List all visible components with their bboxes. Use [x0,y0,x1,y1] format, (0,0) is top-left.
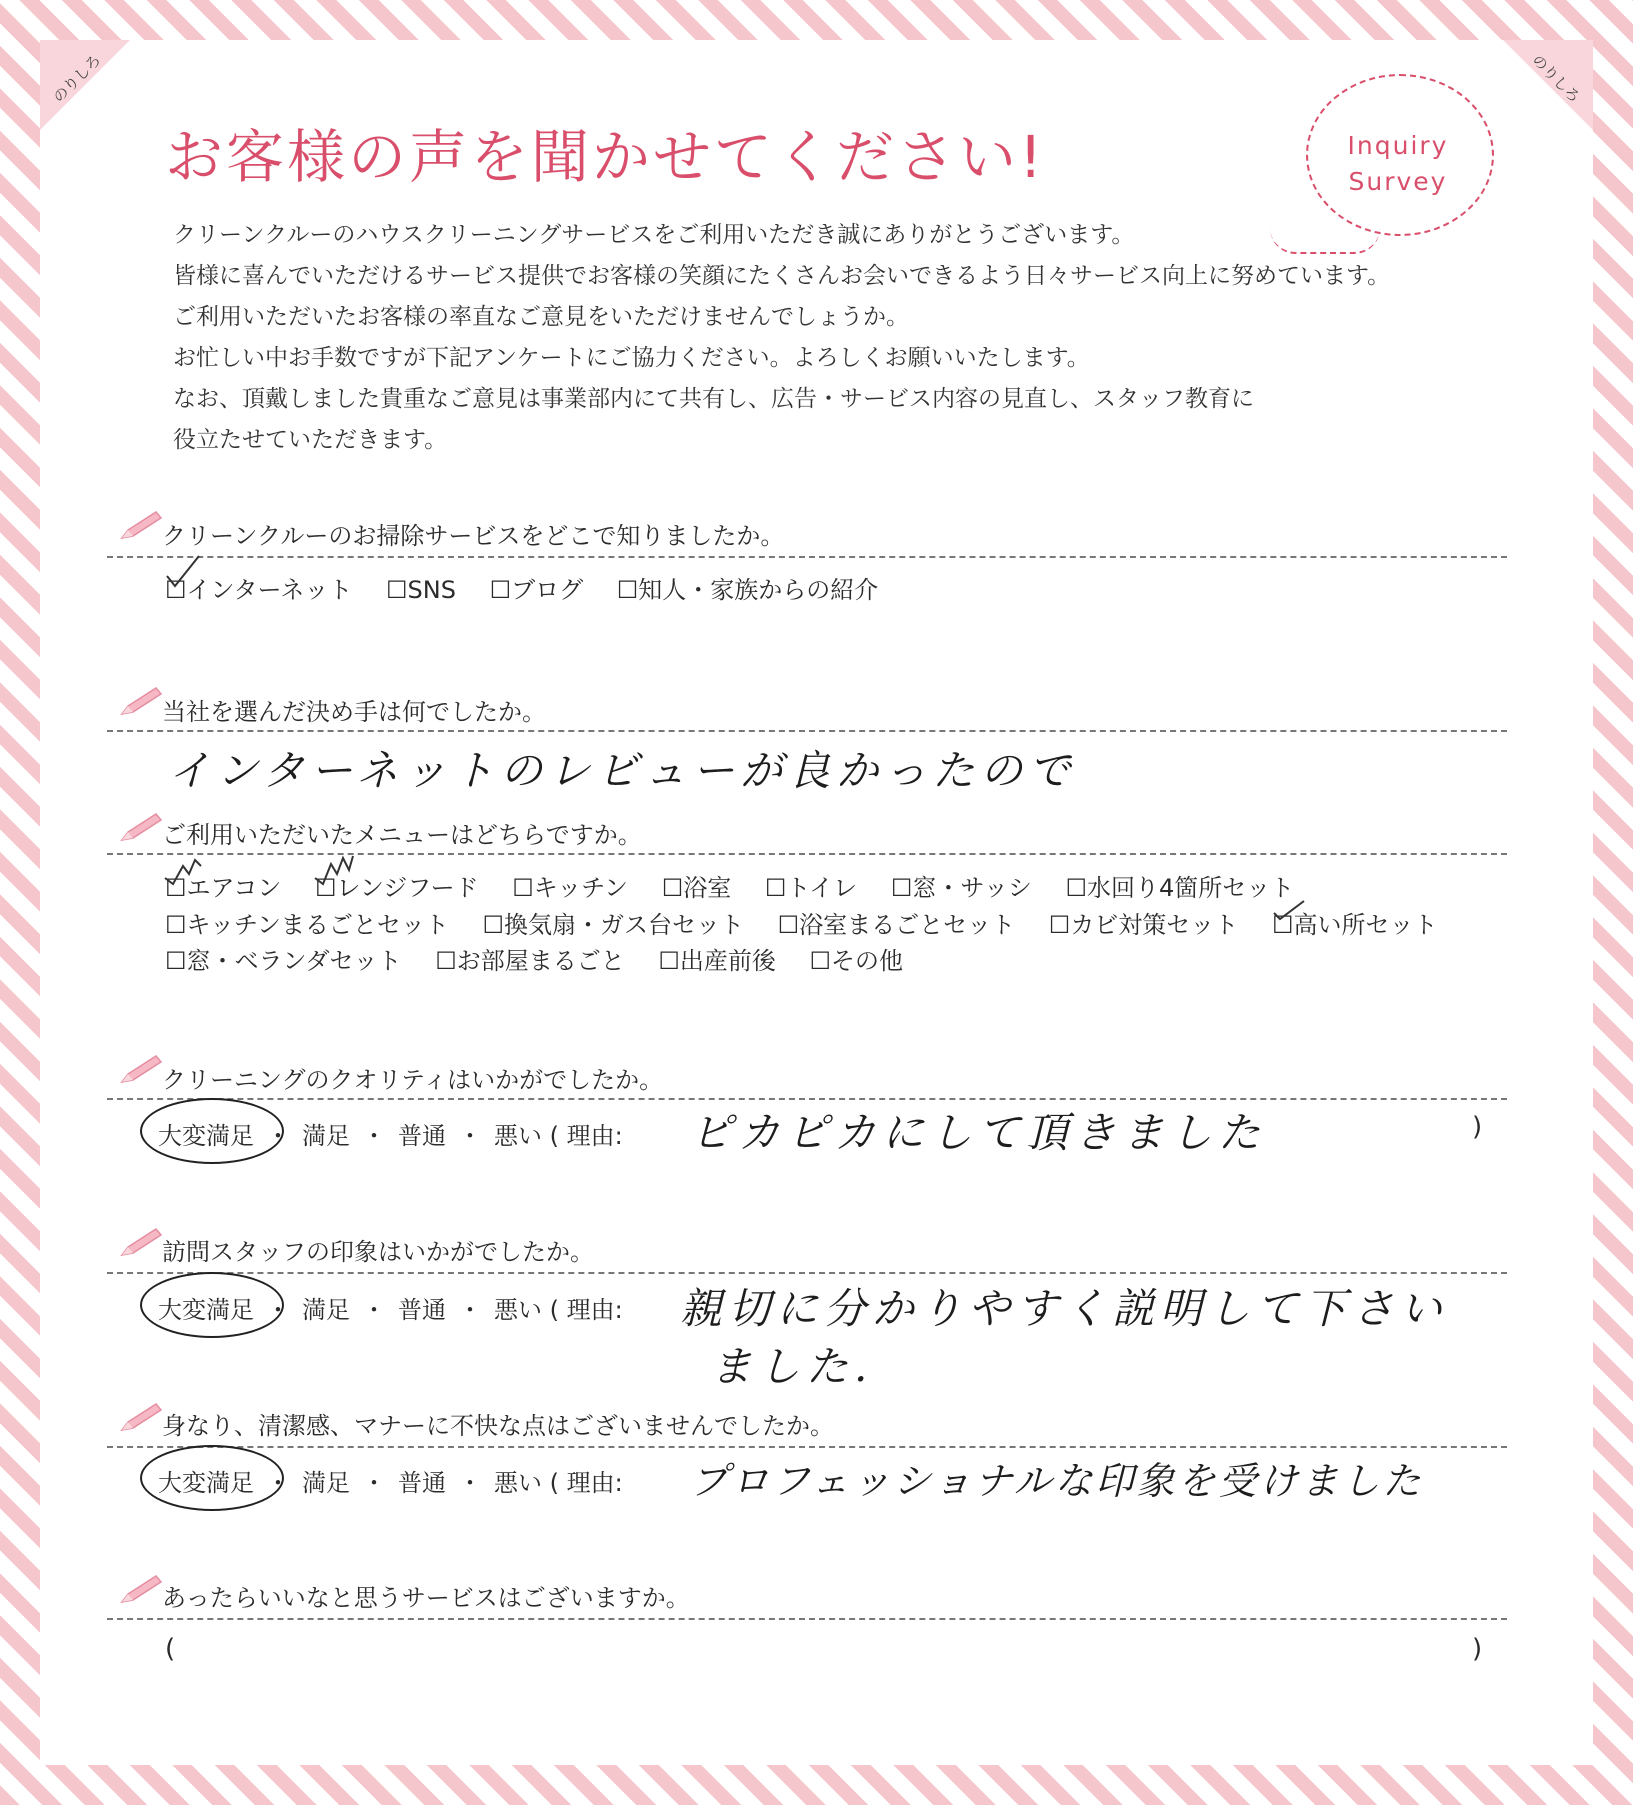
rating-satisfied[interactable]: 満足 [302,1469,350,1497]
option-internet[interactable] [165,570,352,605]
separator: ・ [266,1122,290,1150]
handwritten-answer-2: インターネットのレビューが良かったので [168,746,1077,795]
q1-options [165,570,904,605]
rating-bad[interactable]: 悪い [494,1296,542,1324]
separator: ・ [458,1296,482,1324]
pencil-icon [118,1225,164,1259]
option-sns[interactable] [386,576,456,604]
pencil-icon [118,1572,164,1606]
option-label: キッチンまるごとセット [186,911,449,939]
rating-normal[interactable]: 普通 [398,1122,446,1150]
reason-label: ( 理由: [549,1296,623,1324]
checkbox-icon: ☐ [512,874,534,902]
question-1: クリーンクルーのお掃除サービスをどこで知りましたか。 [162,522,785,550]
separator: ・ [266,1296,290,1324]
checkbox-icon: ☐ [489,576,512,604]
separator: ・ [458,1469,482,1497]
checkbox-icon: ☐ [1048,911,1071,939]
survey-badge [1306,128,1490,200]
option-referral[interactable] [617,570,879,605]
question-5: 訪問スタッフの印象はいかがでしたか。 [162,1238,594,1266]
option-label: レンジフード [336,874,479,902]
pencil-icon [118,684,164,718]
rating-label: 大変満足 [158,1469,254,1497]
option-label: お部屋まるごと [456,947,625,975]
checkbox-icon: ☐ [165,874,187,902]
option-aircon[interactable] [165,868,281,903]
option-label: 高い所セット [1293,911,1438,939]
option-label: 窓・サッシ [912,874,1032,902]
selection-circle [140,1445,284,1511]
checkbox-icon: ☐ [658,947,680,975]
option-kitchen[interactable] [512,868,628,903]
option-label: ブログ [511,576,584,604]
selection-circle [140,1098,284,1164]
option-water-4-set[interactable] [1066,868,1295,903]
checkbox-icon: ☐ [482,911,504,939]
option-label: その他 [831,947,904,975]
rating-normal[interactable]: 普通 [398,1469,446,1497]
checkbox-icon: ☐ [314,874,337,902]
rating-row-5 [158,1290,623,1325]
option-label: 水回り4箇所セット [1087,874,1295,902]
check-mark-icon [1268,889,1312,927]
option-label: インターネット [186,576,353,604]
option-childbirth[interactable] [658,941,776,976]
question-4: クリーニングのクオリティはいかがでしたか。 [162,1066,664,1094]
intro-line: 役立たせていただきます。 [173,427,448,453]
option-label: 浴室まるごとセット [799,911,1016,939]
selection-circle [140,1272,284,1338]
option-label: カビ対策セット [1070,911,1239,939]
intro-line: 皆様に喜んでいただけるサービス提供でお客様の笑顔にたくさんお会いできるよう日々サービス向上に努めています。 [173,263,1391,289]
checkbox-icon: ☐ [1271,911,1294,939]
separator: ・ [458,1122,482,1150]
rating-bad[interactable]: 悪い [494,1469,542,1497]
intro-line: クリーンクルーのハウスクリーニングサービスをご利用いただき誠にありがとうございます。 [173,222,1135,248]
handwritten-answer-4: ピカピカにして頂きました [690,1108,1267,1157]
question-6: 身なり、清潔感、マナーに不快な点はございませんでしたか。 [162,1412,834,1440]
divider [107,556,1507,558]
option-label: 出産前後 [679,947,776,975]
reason-label: ( 理由: [549,1469,623,1497]
intro-line: お忙しい中お手数ですが下記アンケートにご協力ください。よろしくお願いいたします。 [173,345,1090,371]
checkbox-icon: ☐ [809,947,832,975]
question-2: 当社を選んだ決め手は何でしたか。 [162,698,546,726]
corner-label-right: のりしろ [1528,50,1584,107]
check-mark-icon [161,554,205,592]
rating-label: 大変満足 [158,1122,254,1150]
paren-open: ( [165,1634,176,1664]
option-label: 換気扇・ガス台セット [504,911,744,939]
paren-close[interactable]: ) [1472,1634,1483,1664]
pencil-icon [118,508,164,542]
badge-line-1: Inquiry [1347,131,1449,160]
paren-close: ) [1472,1112,1483,1142]
rating-satisfied[interactable]: 満足 [302,1122,350,1150]
page-title: お客様の声を聞かせてください! [165,123,1046,191]
rating-very-satisfied[interactable] [158,1290,254,1325]
option-high-place-set[interactable] [1272,905,1438,940]
menu-row-2 [165,905,1463,940]
intro-line: ご利用いただいたお客様の率直なご意見をいただけませんでしょうか。 [173,304,909,330]
separator: ・ [362,1469,386,1497]
handwritten-answer-6: プロフェッショナルな印象を受けました [690,1459,1424,1503]
checkbox-icon: ☐ [165,947,187,975]
pencil-icon [118,1052,164,1086]
divider [107,1272,1507,1274]
option-label: 窓・ベランダセット [186,947,402,975]
rating-row-4 [158,1116,623,1151]
checkbox-icon: ☐ [616,576,639,604]
reason-label: ( 理由: [549,1122,623,1150]
checkbox-icon: ☐ [386,576,408,604]
divider [107,1446,1507,1448]
handwritten-answer-5-line-1: 親切に分かりやすく説明して下さい [680,1284,1449,1333]
divider [107,730,1507,732]
menu-row-3 [165,941,929,976]
separator: ・ [362,1296,386,1324]
option-label: 浴室 [683,874,732,902]
check-mark-icon [311,852,355,890]
rating-normal[interactable]: 普通 [398,1296,446,1324]
checkbox-icon: ☐ [890,874,913,902]
rating-bad[interactable]: 悪い [494,1122,542,1150]
checkbox-icon: ☐ [777,911,800,939]
rating-satisfied[interactable]: 満足 [302,1296,350,1324]
pencil-icon [118,1400,164,1434]
separator: ・ [266,1469,290,1497]
option-label: キッチン [533,874,629,902]
handwritten-answer-5-line-2: ました. [710,1342,874,1391]
corner-label-left: のりしろ [49,50,105,107]
pencil-icon [118,810,164,844]
separator: ・ [362,1122,386,1150]
option-window-veranda-set[interactable] [165,941,402,976]
checkbox-icon: ☐ [764,874,787,902]
divider [107,1618,1507,1620]
option-label: トイレ [786,874,858,902]
checkbox-icon: ☐ [435,947,457,975]
menu-row-1 [165,868,1320,903]
option-window-sash[interactable] [891,868,1032,903]
question-7: あったらいいなと思うサービスはございますか。 [162,1584,690,1612]
option-label: エアコン [186,874,282,902]
rating-very-satisfied[interactable] [158,1463,254,1498]
option-label: SNS [407,576,456,604]
rating-row-6 [158,1463,623,1498]
rating-label: 大変満足 [158,1296,254,1324]
option-fan-gas-set[interactable] [482,905,744,940]
intro-line: なお、頂戴しました貴重なご意見は事業部内にて共有し、広告・サービス内容の見直し、スタッフ教育に [173,386,1254,412]
option-kitchen-set[interactable] [165,905,449,940]
option-blog[interactable] [490,570,584,605]
option-label: 知人・家族からの紹介 [638,576,879,604]
option-other[interactable] [810,941,904,976]
option-bathroom-set[interactable] [778,905,1016,940]
checkbox-icon: ☐ [165,576,187,604]
question-3: ご利用いただいたメニューはどちらですか。 [162,821,642,849]
option-whole-room[interactable] [435,941,625,976]
intro-text [173,215,1390,461]
option-toilet[interactable] [765,868,857,903]
checkbox-icon: ☐ [661,874,684,902]
option-range-hood[interactable] [315,868,479,903]
option-bathroom[interactable] [662,868,732,903]
check-mark-icon [161,852,205,890]
badge-line-2: Survey [1348,167,1448,196]
rating-very-satisfied[interactable] [158,1116,254,1151]
option-mold-set[interactable] [1049,905,1239,940]
checkbox-icon: ☐ [165,911,187,939]
checkbox-icon: ☐ [1065,874,1088,902]
